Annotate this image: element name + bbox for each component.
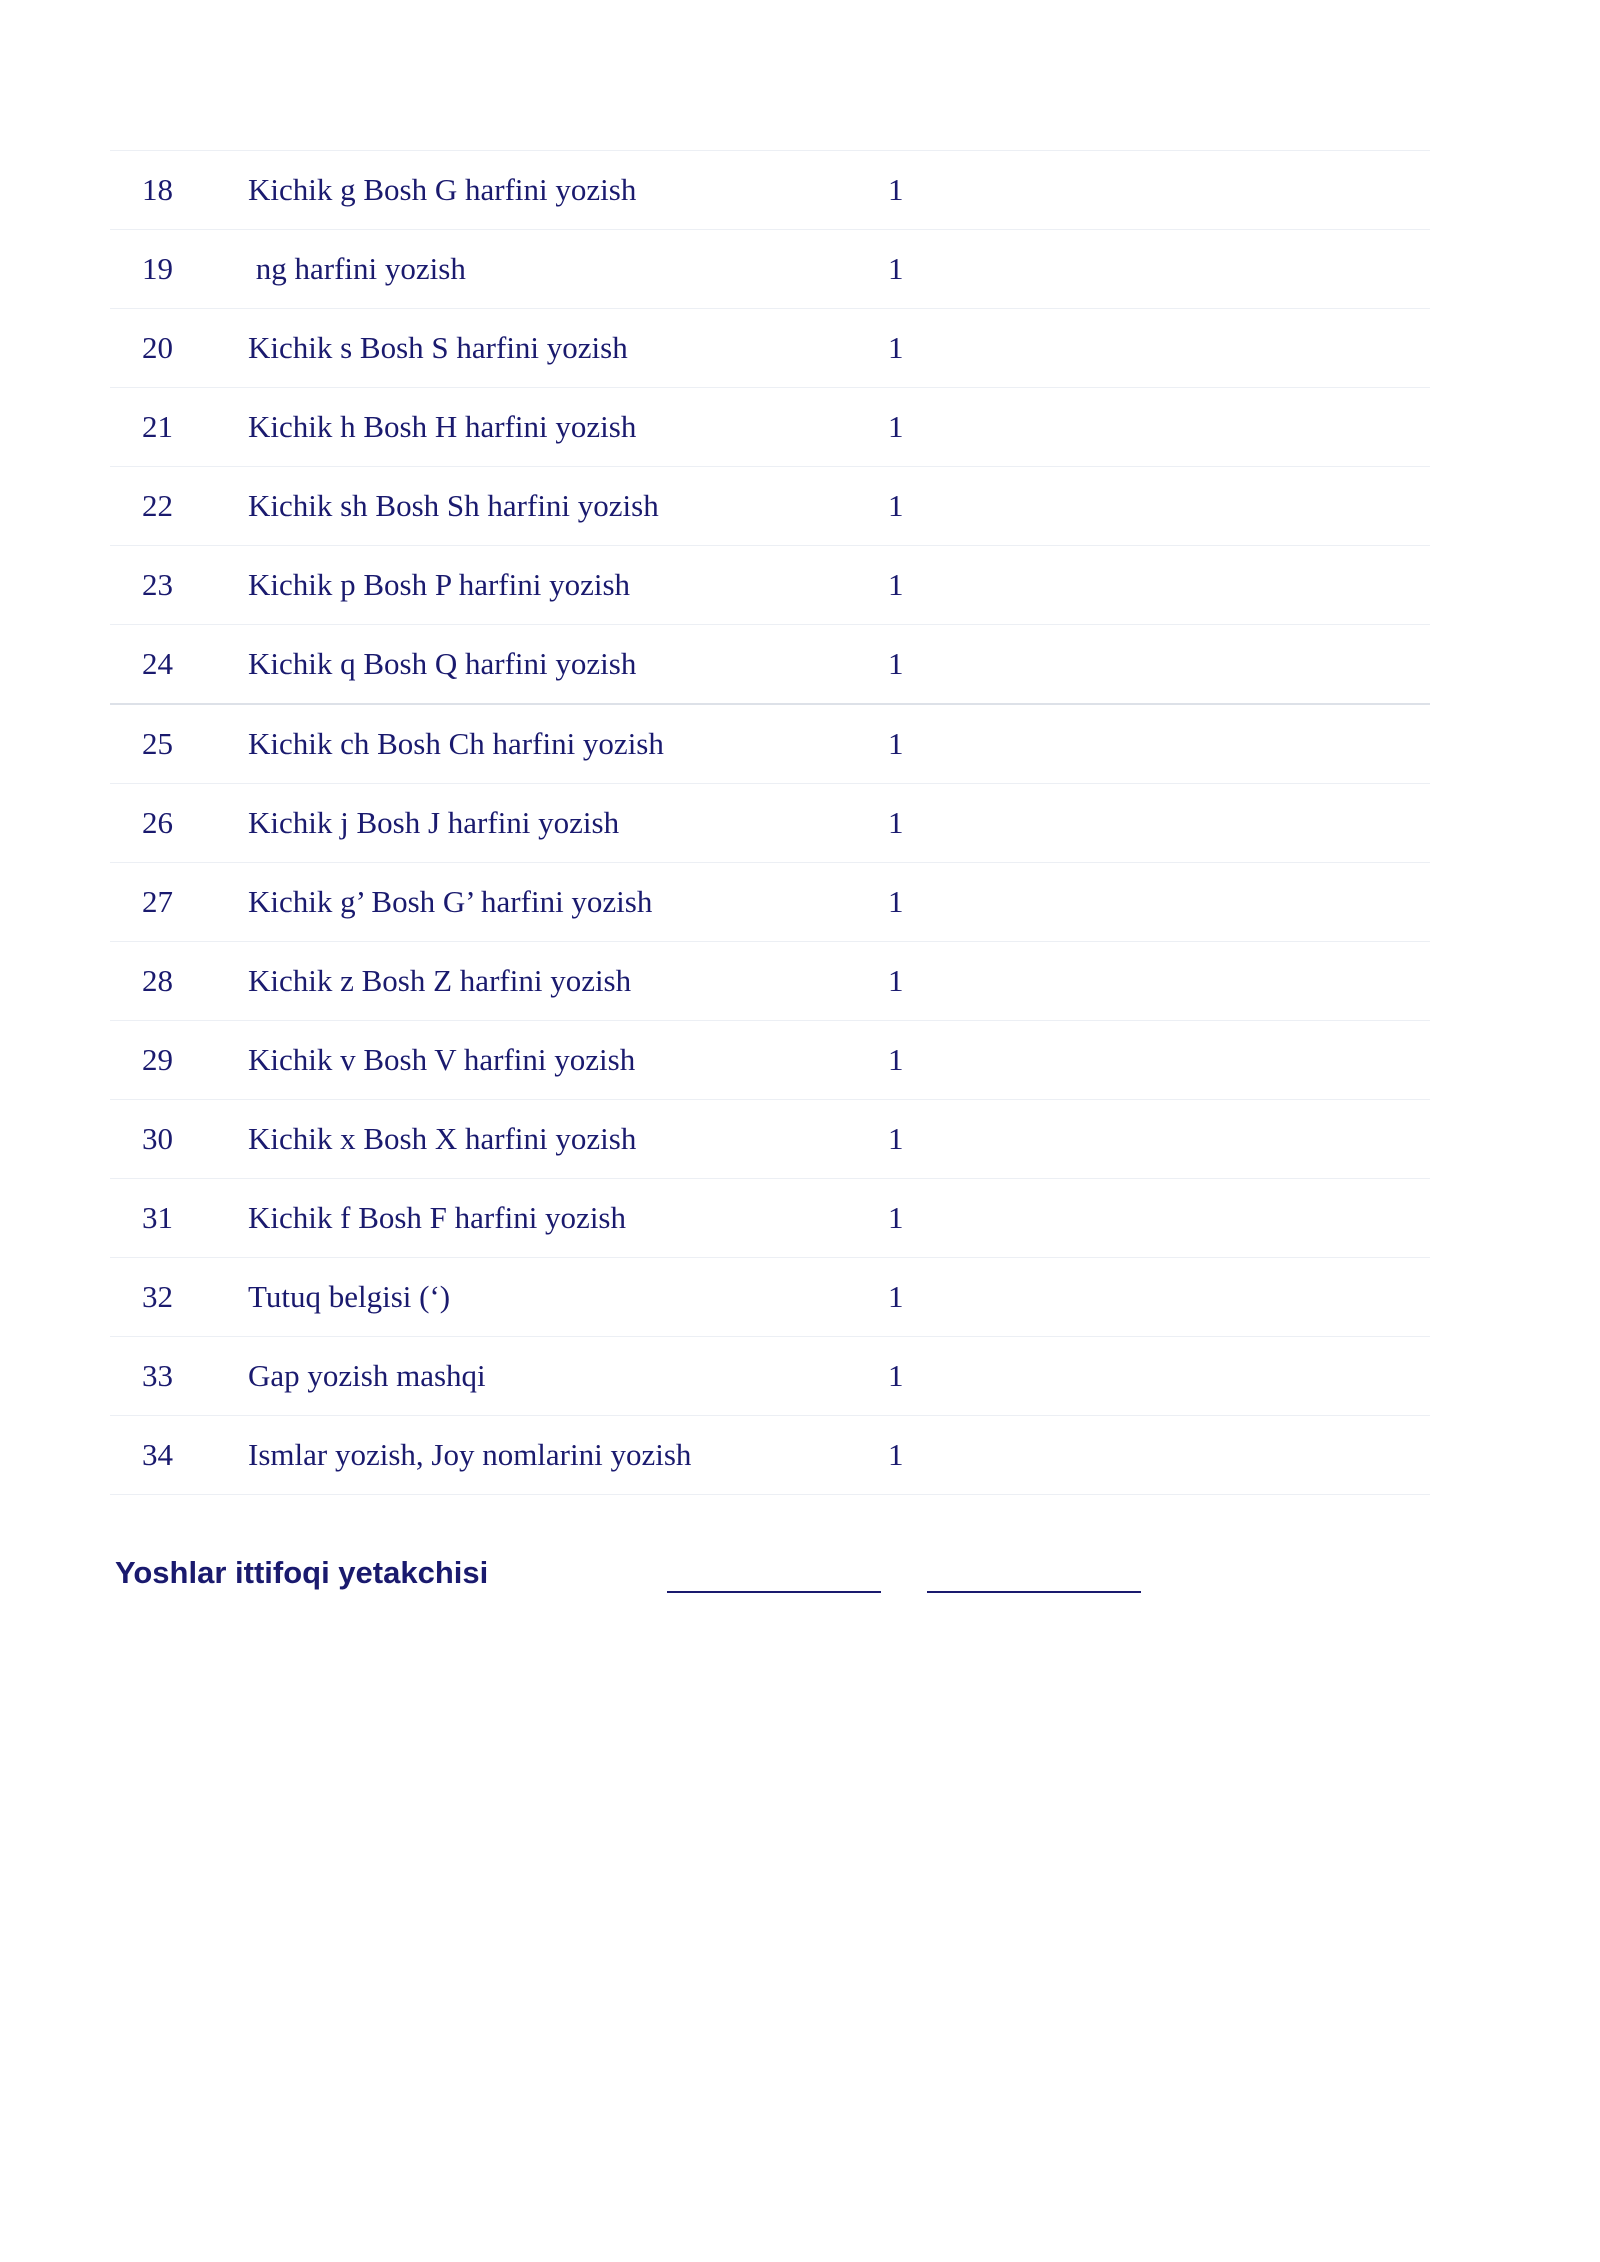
lesson-number: 21: [110, 388, 248, 467]
lesson-topic: Kichik ch Bosh Ch harfini yozish: [248, 704, 888, 784]
empty-cell: [948, 388, 1430, 467]
lesson-number: 32: [110, 1258, 248, 1337]
empty-cell: [948, 1258, 1430, 1337]
signature-block: [115, 1555, 1215, 1605]
table-row: [110, 625, 1430, 705]
lesson-hours: 1: [888, 863, 948, 942]
table-row: [110, 309, 1430, 388]
lesson-number: 27: [110, 863, 248, 942]
lesson-table-body: [110, 151, 1430, 1495]
lesson-hours: 1: [888, 1258, 948, 1337]
lesson-hours: 1: [888, 1021, 948, 1100]
table-row: [110, 1100, 1430, 1179]
empty-cell: [948, 309, 1430, 388]
empty-cell: [948, 1416, 1430, 1495]
signature-label: Yoshlar ittifoqi yetakchisi: [115, 1555, 489, 1590]
signature-line: [667, 1591, 881, 1593]
empty-cell: [948, 863, 1430, 942]
table-row: [110, 1179, 1430, 1258]
lesson-number: 22: [110, 467, 248, 546]
lesson-hours: 1: [888, 784, 948, 863]
lesson-number: 33: [110, 1337, 248, 1416]
empty-cell: [948, 546, 1430, 625]
empty-cell: [948, 1179, 1430, 1258]
table-row: [110, 388, 1430, 467]
empty-cell: [948, 1021, 1430, 1100]
table-row: [110, 863, 1430, 942]
empty-cell: [948, 1337, 1430, 1416]
lesson-topic: Kichik p Bosh P harfini yozish: [248, 546, 888, 625]
lesson-hours: 1: [888, 151, 948, 230]
name-line: [927, 1591, 1141, 1593]
empty-cell: [948, 942, 1430, 1021]
lesson-topic: Kichik q Bosh Q harfini yozish: [248, 625, 888, 705]
lesson-hours: 1: [888, 1100, 948, 1179]
lesson-number: 34: [110, 1416, 248, 1495]
table-row: [110, 1337, 1430, 1416]
lesson-topic: Kichik g’ Bosh G’ harfini yozish: [248, 863, 888, 942]
empty-cell: [948, 151, 1430, 230]
lesson-number: 31: [110, 1179, 248, 1258]
table-row: [110, 1416, 1430, 1495]
lesson-number: 18: [110, 151, 248, 230]
lesson-hours: 1: [888, 704, 948, 784]
lesson-plan-table: [110, 150, 1430, 1495]
table-row: [110, 467, 1430, 546]
table-row: [110, 1021, 1430, 1100]
lesson-hours: 1: [888, 1416, 948, 1495]
lesson-number: 19: [110, 230, 248, 309]
lesson-topic: Kichik f Bosh F harfini yozish: [248, 1179, 888, 1258]
empty-cell: [948, 704, 1430, 784]
lesson-topic: Gap yozish mashqi: [248, 1337, 888, 1416]
lesson-number: 26: [110, 784, 248, 863]
lesson-number: 25: [110, 704, 248, 784]
lesson-topic: Kichik s Bosh S harfini yozish: [248, 309, 888, 388]
lesson-hours: 1: [888, 230, 948, 309]
lesson-hours: 1: [888, 388, 948, 467]
lesson-topic: Kichik v Bosh V harfini yozish: [248, 1021, 888, 1100]
table-row: [110, 151, 1430, 230]
lesson-hours: 1: [888, 467, 948, 546]
table-row: [110, 784, 1430, 863]
empty-cell: [948, 784, 1430, 863]
lesson-topic: Kichik z Bosh Z harfini yozish: [248, 942, 888, 1021]
lesson-topic: Kichik sh Bosh Sh harfini yozish: [248, 467, 888, 546]
lesson-number: 30: [110, 1100, 248, 1179]
lesson-hours: 1: [888, 1337, 948, 1416]
lesson-topic: Kichik j Bosh J harfini yozish: [248, 784, 888, 863]
lesson-number: 29: [110, 1021, 248, 1100]
empty-cell: [948, 625, 1430, 705]
empty-cell: [948, 230, 1430, 309]
lesson-hours: 1: [888, 942, 948, 1021]
lesson-topic: ng harfini yozish: [248, 230, 888, 309]
lesson-number: 28: [110, 942, 248, 1021]
lesson-hours: 1: [888, 546, 948, 625]
lesson-topic: Tutuq belgisi (‘): [248, 1258, 888, 1337]
table-row: [110, 230, 1430, 309]
empty-cell: [948, 1100, 1430, 1179]
lesson-topic: Ismlar yozish, Joy nomlarini yozish: [248, 1416, 888, 1495]
lesson-hours: 1: [888, 625, 948, 705]
table-row: [110, 1258, 1430, 1337]
lesson-topic: Kichik x Bosh X harfini yozish: [248, 1100, 888, 1179]
lesson-hours: 1: [888, 309, 948, 388]
table-row: [110, 704, 1430, 784]
lesson-number: 23: [110, 546, 248, 625]
table-row: [110, 546, 1430, 625]
lesson-hours: 1: [888, 1179, 948, 1258]
lesson-number: 24: [110, 625, 248, 705]
lesson-topic: Kichik g Bosh G harfini yozish: [248, 151, 888, 230]
table-row: [110, 942, 1430, 1021]
lesson-number: 20: [110, 309, 248, 388]
empty-cell: [948, 467, 1430, 546]
lesson-topic: Kichik h Bosh H harfini yozish: [248, 388, 888, 467]
